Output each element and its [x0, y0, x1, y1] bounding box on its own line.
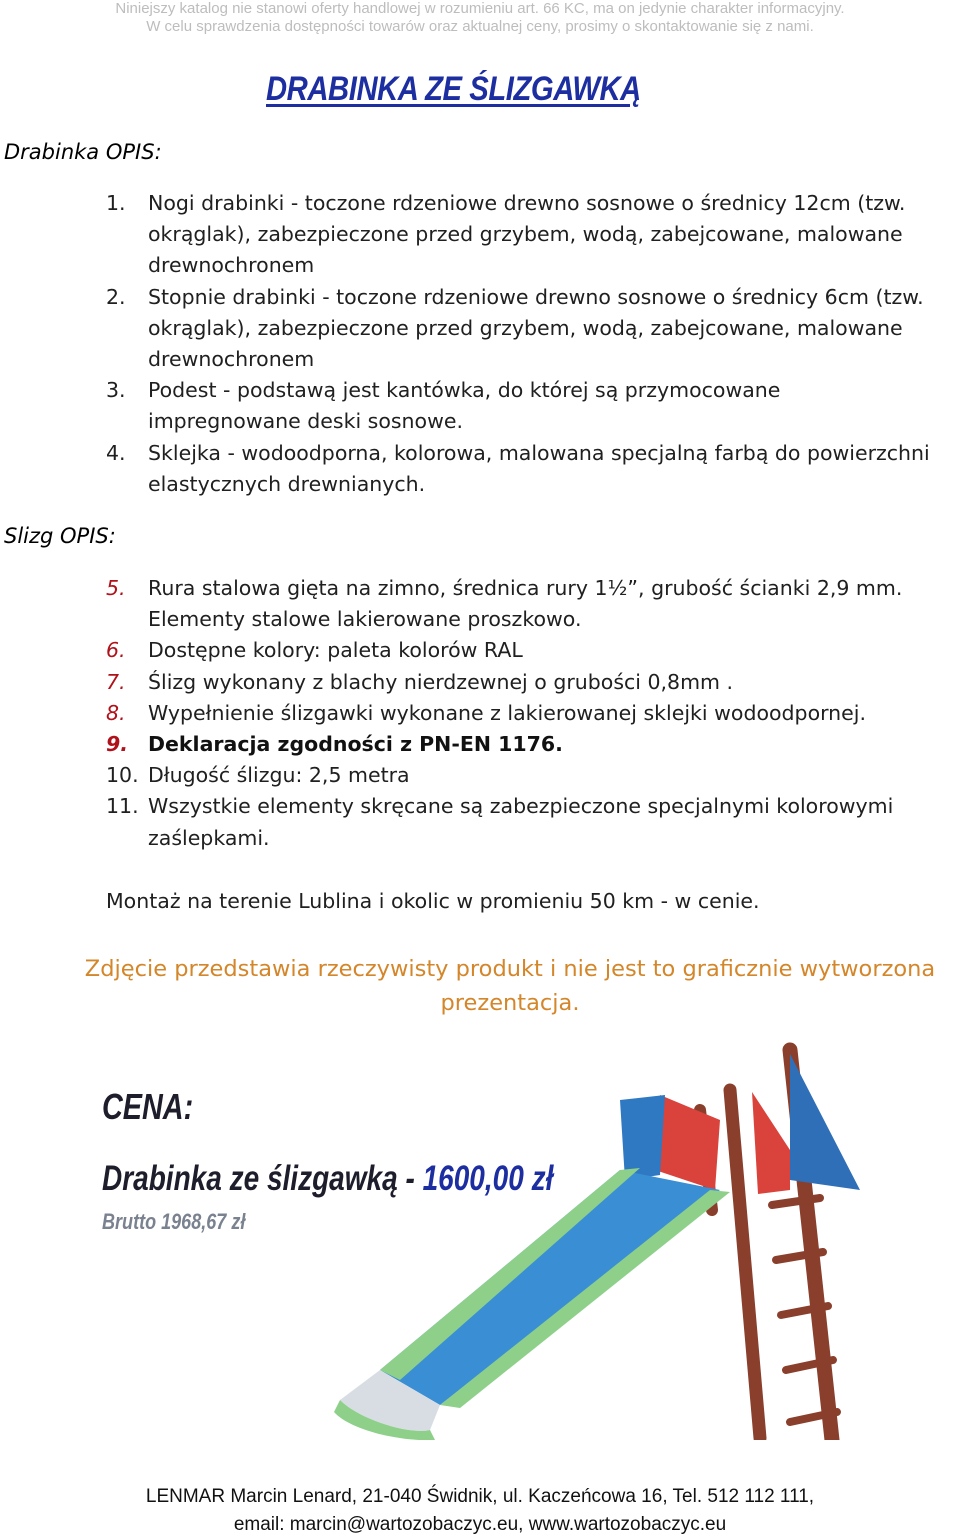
list-item-text: Deklaracja zgodności z PN-EN 1176. [148, 732, 563, 757]
price-line [102, 1159, 553, 1199]
list-item-text: Nogi drabinki - toczone rdzeniowe drewno sosnowe o średnicy 12cm (tzw. okrąglak), zabezpieczone przed grzybem, wodą, zabejcowane, malowane drewnochronem [148, 191, 906, 278]
price-value: 1600,00 zł [422, 1159, 554, 1198]
ladder-section-label: Drabinka OPIS: [4, 140, 162, 164]
list-item-number: 10. [106, 763, 139, 788]
list-item-text: Dostępne kolory: paleta kolorów RAL [148, 638, 523, 663]
roof-panel-blue [790, 1054, 860, 1190]
list-item-number: 7. [106, 669, 126, 694]
price-label: CENA: [102, 1086, 194, 1127]
slide-photo [320, 1040, 960, 1440]
side-panel-red [752, 1092, 790, 1194]
list-item-number: 6. [106, 638, 126, 663]
list-item-text: Stopnie drabinki - toczone rdzeniowe drewno sosnowe o średnicy 6cm (tzw. okrąglak), zabezpieczone przed grzybem, wodą, zabejcowane, malowane drewnochronem [148, 284, 924, 372]
list-item [106, 729, 936, 760]
side-panel-red [655, 1095, 720, 1190]
slide-chute [334, 1168, 730, 1440]
list-item-number: 4. [106, 440, 126, 465]
list-item-text: Wszystkie elementy skręcane są zabezpieczone specjalnymi kolorowymi zaślepkami. [148, 794, 894, 850]
page-title: DRABINKA ZE ŚLIZGAWKĄ [266, 70, 641, 108]
list-item-text: Sklejka - wodoodporna, kolorowa, malowana specjalną farbą do powierzchni elastycznych drewnianych. [148, 440, 930, 496]
list-item [106, 760, 936, 791]
list-item-number: 8. [106, 700, 126, 725]
list-item-number: 11. [106, 794, 139, 819]
photo-note: Zdjęcie przedstawia rzeczywisty produkt i nie jest to graficznie wytworzona prezentacja. [84, 956, 936, 1016]
assembly-note: Montaż na terenie Lublina i okolic w promieniu 50 km - w cenie. [106, 889, 760, 913]
list-item-text: Podest - podstawą jest kantówka, do której są przymocowane impregnowane deski sosnowe. [148, 378, 781, 434]
footer-address: LENMAR Marcin Lenard, 21-040 Świdnik, ul. Kaczeńcowa 16, Tel. 512 112 111, [145, 1486, 815, 1507]
platform-panel-blue [620, 1095, 665, 1180]
list-item-text: Rura stalowa gięta na zimno, średnica rury 1½”, grubość ścianki 2,9 mm. Elementy stalowe lakierowane proszkowo. [148, 576, 903, 632]
product-name: Drabinka ze ślizgawką - [102, 1159, 423, 1198]
list-item-text: Wypełnienie ślizgawki wykonane z lakierowanej sklejki wodoodpornej. [148, 700, 867, 725]
slide-spec-list [106, 573, 936, 854]
disclaimer-line-1: Niniejszy katalog nie stanowi oferty handlowej w rozumieniu art. 66 KC, ma on jedynie charakter informacyjny. [115, 0, 845, 17]
gross-price: Brutto 1968,67 zł [102, 1209, 246, 1234]
list-item [106, 438, 936, 500]
list-item-number: 2. [106, 284, 126, 309]
slide-section-label: Slizg OPIS: [4, 524, 116, 548]
list-item [106, 375, 936, 437]
list-item [106, 573, 936, 635]
list-item [106, 667, 936, 698]
list-item [106, 282, 936, 376]
list-item-number: 5. [106, 576, 126, 600]
list-item-text: Ślizg wykonany z blachy nierdzewnej o grubości 0,8mm . [148, 669, 734, 694]
list-item [106, 698, 936, 729]
list-item-number: 9. [106, 732, 129, 757]
list-item-number: 1. [106, 191, 126, 215]
list-item [106, 188, 936, 282]
list-item [106, 635, 936, 666]
ladder-spec-list [106, 188, 936, 500]
list-item-text: Długość ślizgu: 2,5 metra [148, 763, 410, 788]
disclaimer-line-2: W celu sprawdzenia dostępności towarów oraz aktualnej ceny, prosimy o skontaktowanie się z nami. [146, 18, 814, 35]
list-item [106, 791, 936, 853]
footer-contact: email: marcin@wartozobaczyc.eu, www.wartozobaczyc.eu [233, 1514, 727, 1535]
list-item-number: 3. [106, 378, 126, 403]
